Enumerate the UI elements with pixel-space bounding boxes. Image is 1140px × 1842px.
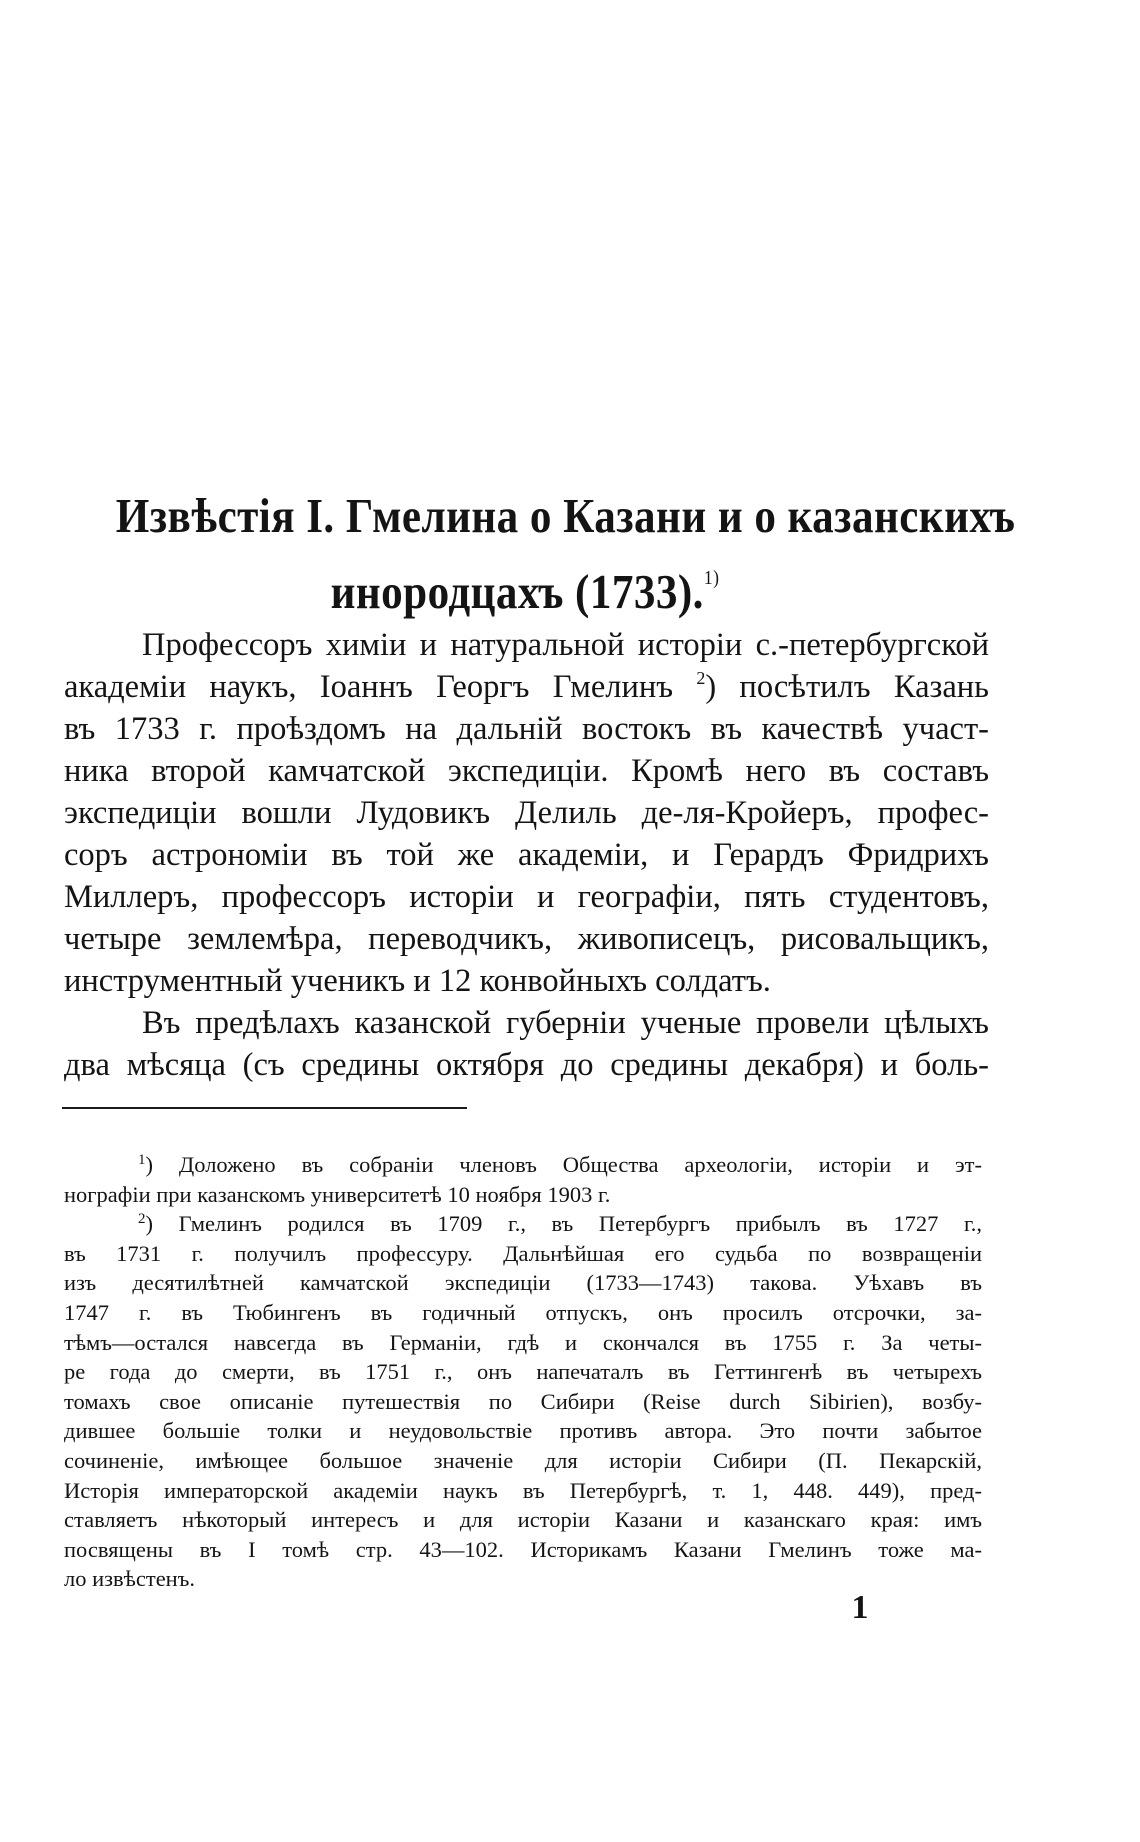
footnote-1-line: $^1$) Доложено въ собраніи членовъ Общества археологіи, исторіи и эт- [138,1152,982,1177]
footnote-separator [62,1107,467,1109]
paragraph-1-line: въ 1733 г. проѣздомъ на дальній востокъ въ качествѣ участ- [64,711,989,747]
paragraph-1-line: Миллеръ, профессоръ исторіи и географіи, пять студентовъ, [64,879,989,915]
footnote-2-line: дившее большіе толки и неудовольствіе противъ автора. Это почти забытое [64,1418,982,1444]
footnote-2-line: Исторія императорской академіи наукъ въ Петербургѣ, т. 1, 448. 449), пред- [64,1477,982,1503]
footnote-reference-2: 2 [696,668,706,688]
footnote-1-line: нографіи при казанскомъ университетѣ 10 ноября 1903 г. [64,1181,611,1207]
footnote-2-line: $^2$) Гмелинъ родился въ 1709 г., въ Петербургъ прибылъ въ 1727 г., [138,1211,982,1237]
footnote-2-line: изъ десятилѣтней камчатской экспедиціи (1733—1743) такова. Уѣхавъ въ [64,1270,982,1296]
title-line-1: Извѣстія І. Гмелина о Казани и о казанскихъ [115,488,1016,543]
paragraph-2-line: два мѣсяца (съ средины октября до средины декабря) и боль- [64,1047,989,1083]
line-text-before-ref: академіи наукъ, Іоаннъ Георгъ Гмелинъ [64,669,697,705]
footnote-2-line: 1747 г. въ Тюбингенъ въ годичный отпускъ, онъ просилъ отсрочки, за- [64,1299,982,1325]
paragraph-1-line: ника второй камчатской экспедиціи. Кромѣ него въ составъ [64,753,989,789]
footnotes [64,1150,982,1594]
paragraph-1-line: четыре землемѣра, переводчикъ, живописецъ, рисовальщикъ, [64,921,989,957]
footnote-2-line: ре года до смерти, въ 1751 г., онъ напечаталъ въ Геттингенѣ въ четырехъ [64,1359,982,1385]
footnote-2-line: тѣмъ—остался навсегда въ Германіи, гдѣ и скончался въ 1755 г. За четы- [64,1329,982,1355]
body-text [64,624,989,1086]
footnote-2-line: ло извѣстенъ. [64,1566,195,1592]
footnote-2-line: ставляетъ нѣкоторый интересъ и для исторіи Казани и казанскаго края: имъ [64,1507,982,1533]
line-text-after-ref: ) посѣтилъ Казань [705,669,989,705]
paragraph-2-line: Въ предѣлахъ казанской губерніи ученые провели цѣлыхъ [142,1005,989,1041]
page-number: 1 [851,1589,869,1626]
article-title [115,478,1016,630]
footnote-2-mark: 2 [138,1211,146,1228]
footnote-2-line: въ 1731 г. получилъ профессуру. Дальнѣйшая его судьба по возвращеніи [64,1240,982,1266]
paragraph-1-line [64,666,989,708]
footnote-2-line: томахъ свое описаніе путешествія по Сибири (Reise durch Sibirien), возбу- [64,1388,982,1414]
footnote-2-text: Гмелинъ родился въ 1709 г., въ Петербургъ прибылъ въ 1727 г., [178,1211,982,1237]
title-line-2-text: инородцахъ (1733). [330,564,704,619]
footnote-1-mark: 1 [138,1152,146,1168]
paragraph-1-line: Профессоръ химіи и натуральной исторіи с.-петербургской [142,627,989,663]
paragraph-1-line: инструментный ученикъ и 12 конвойныхъ солдатъ. [64,963,771,999]
title-line-2 [116,554,934,630]
footnote-1-text: Доложено въ собраніи членовъ Общества археологіи, исторіи и эт- [178,1152,982,1177]
footnote-2-line: посвящены въ I томѣ стр. 43—102. Историкамъ Казани Гмелинъ тоже ма- [64,1536,982,1562]
paragraph-1-line: соръ астрономіи въ той же академіи, и Герардъ Фридрихъ [64,837,989,873]
title-footnote-mark: 1) [703,567,720,589]
paragraph-1-line: экспедиціи вошли Лудовикъ Делиль де-ля-Кройеръ, профес- [64,795,989,831]
footnote-2-line: сочиненіе, имѣющее большое значеніе для исторіи Сибири (П. Пекарскій, [64,1447,982,1473]
